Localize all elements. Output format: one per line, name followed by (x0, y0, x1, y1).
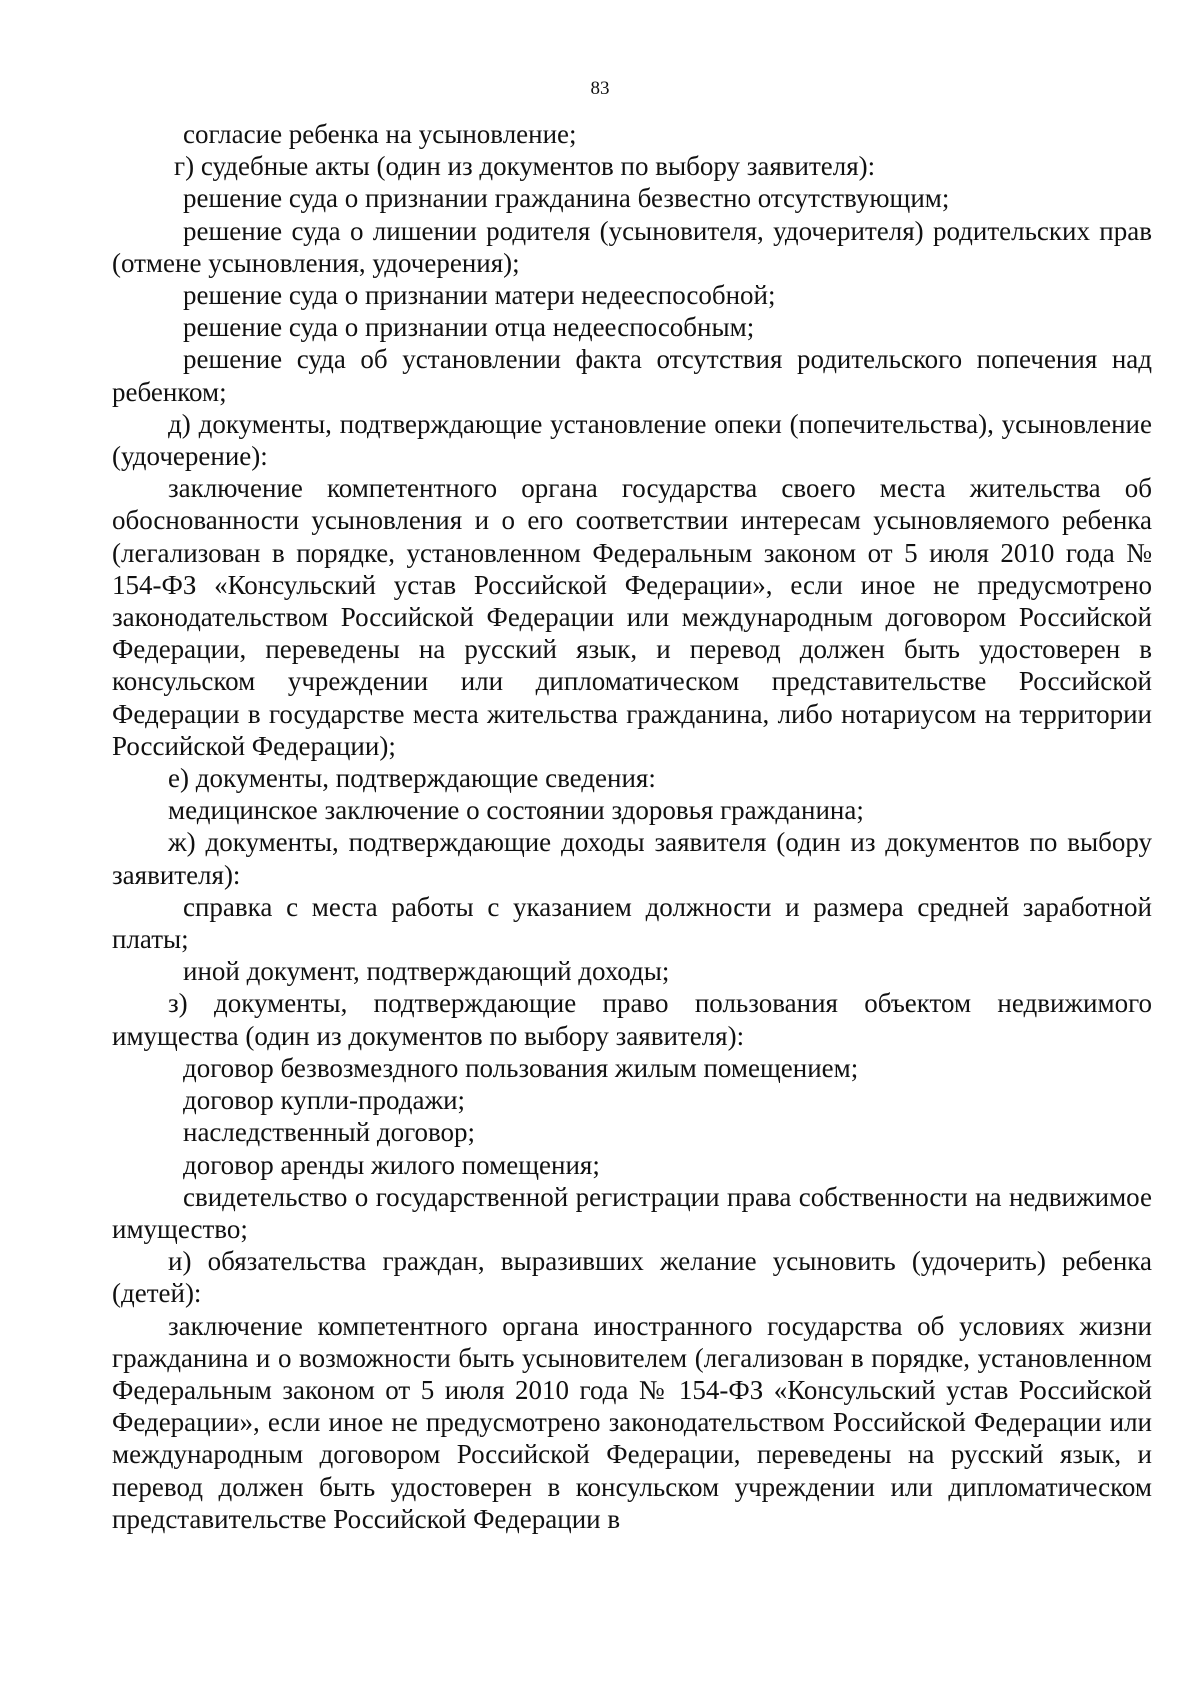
paragraph: решение суда о признании гражданина безвестно отсутствующим; (183, 183, 950, 214)
paragraph: медицинское заключение о состоянии здоровья гражданина; (168, 795, 864, 826)
paragraph: решение суда о признании отца недееспособным; (183, 312, 755, 343)
paragraph: ж) документы, подтверждающие доходы заявителя (один из документов по выбору заявителя): (112, 827, 1152, 890)
paragraph: согласие ребенка на усыновление; (183, 119, 577, 149)
paragraph: договор аренды жилого помещения; (183, 1149, 600, 1180)
paragraph: справка с места работы с указанием должности и размера средней заработной платы; (112, 891, 1152, 955)
paragraph: решение суда об установлении факта отсутствия родительского попечения над ребенком; (112, 344, 1152, 407)
document-body (112, 118, 1152, 1535)
paragraph: свидетельство о государственной регистрации права собственности на недвижимое имущество; (112, 1181, 1152, 1244)
paragraph: г) судебные акты (один из документов по выбору заявителя): (174, 151, 876, 182)
page-number: 83 (590, 78, 610, 99)
paragraph: заключение компетентного органа государства своего места жительства об обоснованности усыновления и о его соответствии интересам усыновляемого ребенка (легализован в порядке, установленном Федеральным законом от 5 июля 2010 года № 154-ФЗ «Консульский устав Российской Федерации», если иное не предусмотрено законодательством Российской Федерации или международным договором Российской Федерации, переведены на русский язык, и перевод должен быть удостоверен в консульском учреждении или дипломатическом представительстве Российской Федерации в государстве места жительства гражданина, либо нотариусом на территории Российской Федерации); (112, 473, 1152, 761)
paragraph: решение суда о признании матери недееспособной; (183, 280, 776, 311)
paragraph: е) документы, подтверждающие сведения: (168, 763, 656, 794)
paragraph: заключение компетентного органа иностранного государства об условиях жизни гражданина и о возможности быть усыновителем (легализован в порядке, установленном Федеральным законом от 5 июля 2010 года № 154-ФЗ «Консульский устав Российской Федерации», если иное не предусмотрено законодательством Российской Федерации или международным договором Российской Федерации, переведены на русский язык, и перевод должен быть удостоверен в консульском учреждении или дипломатическом представительстве Российской Федерации в (112, 1310, 1152, 1534)
paragraph: наследственный договор; (183, 1117, 476, 1148)
paragraph: з) документы, подтверждающие право пользования объектом недвижимого имущества (один из документов по выбору заявителя): (112, 988, 1152, 1051)
paragraph: договор безвозмездного пользования жилым помещением; (183, 1052, 859, 1083)
paragraph: решение суда о лишении родителя (усыновителя, удочерителя) родительских прав (отмене усыновления, удочерения); (112, 215, 1152, 278)
paragraph: и) обязательства граждан, выразивших желание усыновить (удочерить) ребенка (детей): (112, 1246, 1152, 1309)
paragraph: д) документы, подтверждающие установление опеки (попечительства), усыновление (удочерение): (112, 408, 1152, 472)
paragraph: договор купли-продажи; (183, 1085, 466, 1116)
paragraph: иной документ, подтверждающий доходы; (183, 956, 670, 987)
